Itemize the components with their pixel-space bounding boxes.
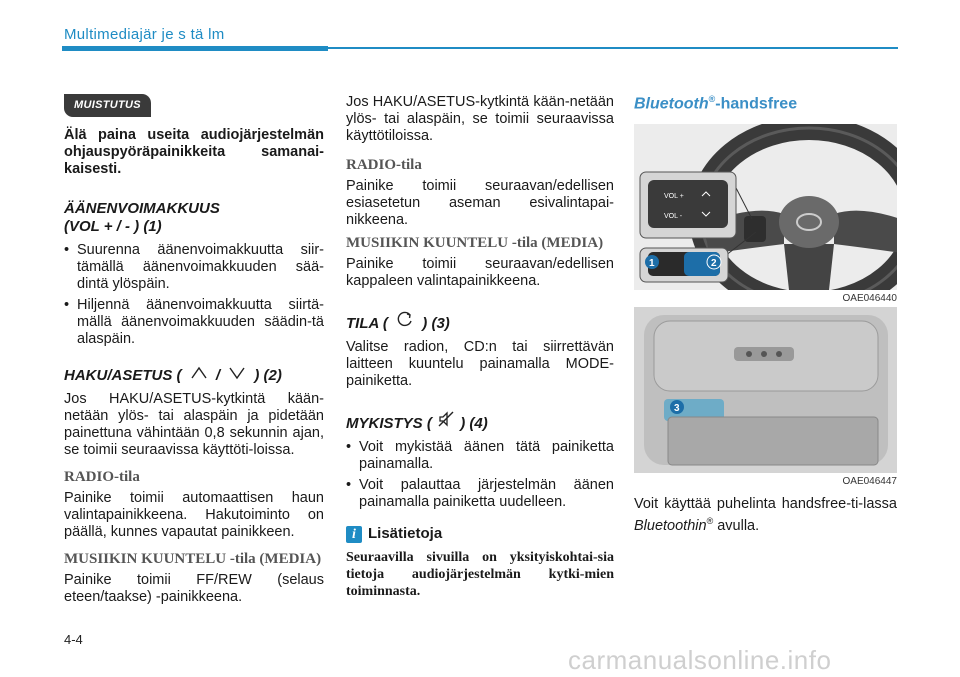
seek-text: Jos HAKU/ASETUS-kytkintä kään-netään ylös- tai alaspäin ja pidetään painettuna vähintään 0,8 sekunnin ajan, se toimii seuraavissa käyttöti-loissa.: [64, 391, 324, 458]
caution-text: Älä paina useita audiojärjestelmän ohjauspyöräpainikkeita samanai-kaisesti.: [64, 127, 324, 177]
list-item: • Hiljennä äänenvoimakkuutta siirtä-mällä äänenvoimakkuuden säädin-tä alaspäin.: [64, 297, 324, 348]
bluetooth-heading: Bluetooth®-handsfree: [634, 94, 798, 113]
list-item: • Suurenna äänenvoimakkuutta siir-tämällä äänenvoimakkuuden sää-dintä ylöspäin.: [64, 242, 324, 293]
chevron-up-icon: [186, 366, 212, 385]
music-mode-text-2: Painike toimii seuraavan/edellisen kappaleen valintapainikkeena.: [346, 256, 614, 289]
seek-short-text: Jos HAKU/ASETUS-kytkintä kään-netään ylös- tai alaspäin, se toimii seuraavissa käyttötiloissa.: [346, 94, 614, 144]
volume-heading: ÄÄNENVOIMAKKUUS (VOL + / - ) (1): [64, 200, 220, 235]
music-mode-heading-2: MUSIIKIN KUUNTELU -tila (MEDIA): [346, 235, 604, 251]
image-caption-2: OAE046447: [842, 476, 897, 487]
callout-2: 2: [711, 258, 717, 269]
caution-badge: MUISTUTUS: [64, 94, 151, 117]
vol-plus-label: VOL +: [664, 193, 684, 200]
watermark: carmanualsonline.info: [568, 645, 832, 675]
callout-1: 1: [649, 258, 655, 269]
volume-list: [64, 242, 324, 348]
overhead-console-image: [634, 307, 897, 473]
music-mode-text: Painike toimii FF/REW (selaus eteen/taakse) -painikkeena.: [64, 572, 324, 605]
mode-icon: [392, 310, 418, 333]
header-accent-bar: [62, 46, 328, 51]
mute-list: [346, 439, 614, 511]
header-rule: [328, 47, 898, 49]
chevron-down-icon: [224, 366, 250, 385]
radio-mode-text: Painike toimii automaattisen haun valintapainikkeena. Hakutoiminto on päällä, kunnes vapautat painikkeen.: [64, 490, 324, 540]
mute-icon: [436, 410, 456, 433]
column-middle: [346, 94, 614, 600]
mode-heading: TILA ( ) (3): [346, 310, 614, 333]
section-title: Multimediajär je s tä lm: [64, 26, 225, 43]
info-icon: i: [346, 526, 362, 543]
seek-heading: HAKU/ASETUS ( / ) (2): [64, 367, 282, 384]
radio-mode-text-2: Painike toimii seuraavan/edellisen esiasetetun aseman esivalintapai-nikkeena.: [346, 178, 614, 228]
vol-minus-label: VOL -: [664, 213, 683, 220]
radio-mode-heading: RADIO-tila: [64, 469, 140, 485]
column-left: [64, 94, 324, 606]
image-caption-1: OAE046440: [842, 293, 897, 304]
list-item: • Voit palauttaa järjestelmän äänen painamalla painiketta uudelleen.: [346, 477, 614, 511]
callout-3: 3: [674, 403, 680, 414]
radio-mode-heading-2: RADIO-tila: [346, 157, 422, 173]
info-heading: i Lisätietoja: [346, 525, 614, 543]
page-number: 4-4: [64, 632, 83, 647]
list-item: • Voit mykistää äänen tätä painiketta painamalla.: [346, 439, 614, 473]
music-mode-heading: MUSIIKIN KUUNTELU -tila (MEDIA): [64, 551, 322, 567]
mode-text: Valitse radion, CD:n tai siirrettävän laitteen kuuntelu painamalla MODE-painiketta.: [346, 339, 614, 389]
info-text: Seuraavilla sivuilla on yksityiskohtai-sia tietoja audiojärjestelmän kytki-mien toiminnasta.: [346, 549, 614, 599]
mute-heading: MYKISTYS ( ) (4): [346, 410, 614, 433]
bluetooth-text: Voit käyttää puhelinta handsfree-ti-lassa Bluetoothin® avulla.: [634, 496, 897, 534]
steering-wheel-image: [634, 124, 897, 290]
